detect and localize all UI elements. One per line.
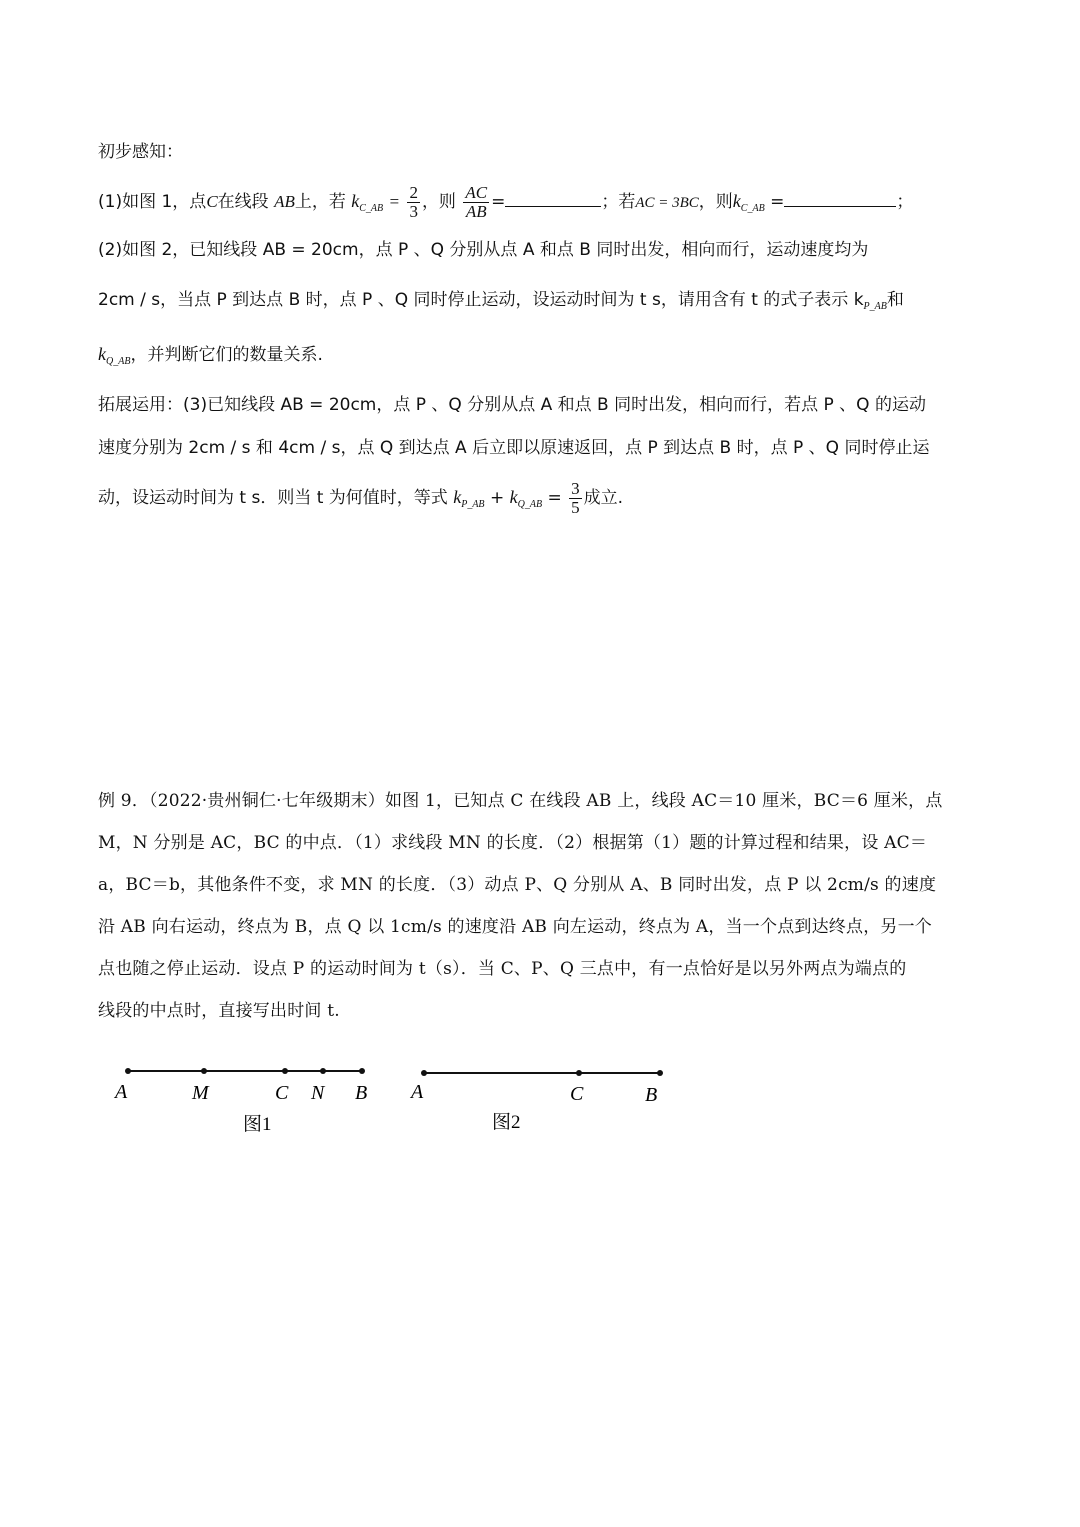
q1-frac-den: 3 xyxy=(409,202,418,221)
figure-2 xyxy=(400,1055,690,1145)
figure-1-point-a xyxy=(125,1068,131,1074)
q3-frac-num: 3 xyxy=(571,478,580,498)
q3-k2: k xyxy=(509,487,518,507)
q1-frac2-den: AB xyxy=(465,202,487,221)
example-9-line: 沿 AB 向右运动，终点为 B，点 Q 以 1cm/s 的速度沿 AB 向左运动，终点为 A，当一个点到达终点，另一个 xyxy=(98,917,932,937)
q3-k1: k xyxy=(453,487,462,507)
question-3-line-1: 拓展运用：(3)已知线段 AB = 20cm，点 P 、Q 分别从点 A 和点 B 同时出发，相向而行，若点 P 、Q 的运动 xyxy=(98,395,926,415)
q1-eq3: = xyxy=(770,192,785,212)
q3-eq: = xyxy=(547,488,562,508)
question-2-line-2 xyxy=(98,288,904,319)
question-2-line-1: (2)如图 2，已知线段 AB = 20cm，点 P 、Q 分别从点 A 和点 B 同时出发，相向而行，运动速度均为 xyxy=(98,240,869,260)
figure-2-label-c: C xyxy=(570,1083,584,1105)
q3-plus: + xyxy=(489,488,505,508)
figure-2-label-a: A xyxy=(411,1081,424,1103)
figure-2-caption: 图2 xyxy=(492,1112,521,1133)
figure-1-label-c: C xyxy=(275,1082,289,1104)
q1-end: ； xyxy=(896,192,914,212)
figure-1-label-a: A xyxy=(115,1081,128,1103)
figure-1-point-b xyxy=(359,1068,365,1074)
q1-cond: AC = 3BC xyxy=(635,195,699,211)
figure-2-point-c xyxy=(576,1070,582,1076)
section-heading: 初步感知： xyxy=(98,142,183,162)
q2-line3-sub: Q_AB xyxy=(106,356,131,367)
question-2-line-3 xyxy=(98,342,323,374)
figure-1-caption: 图1 xyxy=(243,1114,272,1135)
q2-line3-text: ，并判断它们的数量关系. xyxy=(130,345,323,365)
figure-1-label-m: M xyxy=(192,1082,209,1104)
q3-k2-sub: Q_AB xyxy=(517,499,543,510)
q1-k2: k xyxy=(732,191,741,211)
figure-1-point-c xyxy=(282,1068,288,1074)
q1-then: ，则 xyxy=(421,192,456,212)
question-1 xyxy=(98,183,913,227)
example-9-line: a，BC＝b，其他条件不变，求 MN 的长度．（3）动点 P、Q 分别从 A、B 同时出发，点 P 以 2cm/s 的速度 xyxy=(98,875,937,895)
q3-line3-pre: 动，设运动时间为 t s．则当 t 为何值时，等式 xyxy=(98,488,448,508)
question-3-line-3 xyxy=(98,477,623,525)
q1-frac2-num: AC xyxy=(465,183,488,202)
figure-2-point-a xyxy=(421,1070,427,1076)
question-3-line-2: 速度分别为 2cm / s 和 4cm / s，点 Q 到达点 A 后立即以原速返回，点 P 到达点 B 时，点 P 、Q 同时停止运 xyxy=(98,438,930,458)
q1-k-sub: C_AB xyxy=(359,203,384,214)
figure-2-label-b: B xyxy=(645,1084,658,1106)
q3-frac-den: 5 xyxy=(571,497,580,517)
q2-line2-end: 和 xyxy=(886,290,904,310)
answer-blank-2[interactable] xyxy=(784,192,896,207)
q2-line3-k: k xyxy=(98,344,106,364)
figure-1 xyxy=(100,1055,390,1145)
q1-then2: ，则 xyxy=(698,192,733,212)
q3-fraction xyxy=(569,480,582,517)
answer-blank-1[interactable] xyxy=(505,192,601,207)
q1-k: k xyxy=(351,191,360,211)
q3-line3-end: 成立. xyxy=(583,488,624,508)
example-9-line: 线段的中点时，直接写出时间 t. xyxy=(98,1001,340,1021)
figure-1-point-m xyxy=(201,1068,207,1074)
q1-sep: ；若 xyxy=(601,192,636,212)
figure-2-point-b xyxy=(657,1070,663,1076)
q1-after: 上，若 xyxy=(294,192,346,212)
figure-1-label-b: B xyxy=(355,1082,368,1104)
q2-line2-sub: P_AB xyxy=(863,301,887,312)
q1-eq2: = xyxy=(491,192,506,212)
q1-mid: 在线段 xyxy=(217,192,269,212)
q1-prefix: (1)如图 1，点 xyxy=(98,192,207,212)
figure-1-point-n xyxy=(320,1068,326,1074)
q3-k1-sub: P_AB xyxy=(461,499,485,510)
example-9-line: 点也随之停止运动．设点 P 的运动时间为 t（s）．当 C、P、Q 三点中，有一点恰好是以另外两点为端点的 xyxy=(98,959,907,979)
q1-eq: = xyxy=(388,192,401,211)
q1-fraction xyxy=(407,184,420,221)
q1-k2-sub: C_AB xyxy=(740,203,765,214)
q1-frac-num: 2 xyxy=(409,183,418,202)
example-9-line: M，N 分别是 AC，BC 的中点．（1）求线段 MN 的长度．（2）根据第（1）题的计算过程和结果，设 AC＝ xyxy=(98,833,928,853)
figure-1-label-n: N xyxy=(311,1082,325,1104)
q1-fraction-2 xyxy=(463,184,489,221)
example-9-line: 例 9．（2022·贵州铜仁·七年级期末）如图 1，已知点 C 在线段 AB 上，线段 AC＝10 厘米，BC＝6 厘米，点 xyxy=(98,791,943,811)
q1-point-c: C xyxy=(206,192,218,211)
example-9 xyxy=(98,780,988,1032)
q1-seg-ab: AB xyxy=(274,192,295,211)
q2-line2-text: 2cm / s，当点 P 到达点 B 时，点 P 、Q 同时停止运动，设运动时间为 t s，请用含有 t 的式子表示 k xyxy=(98,290,864,310)
